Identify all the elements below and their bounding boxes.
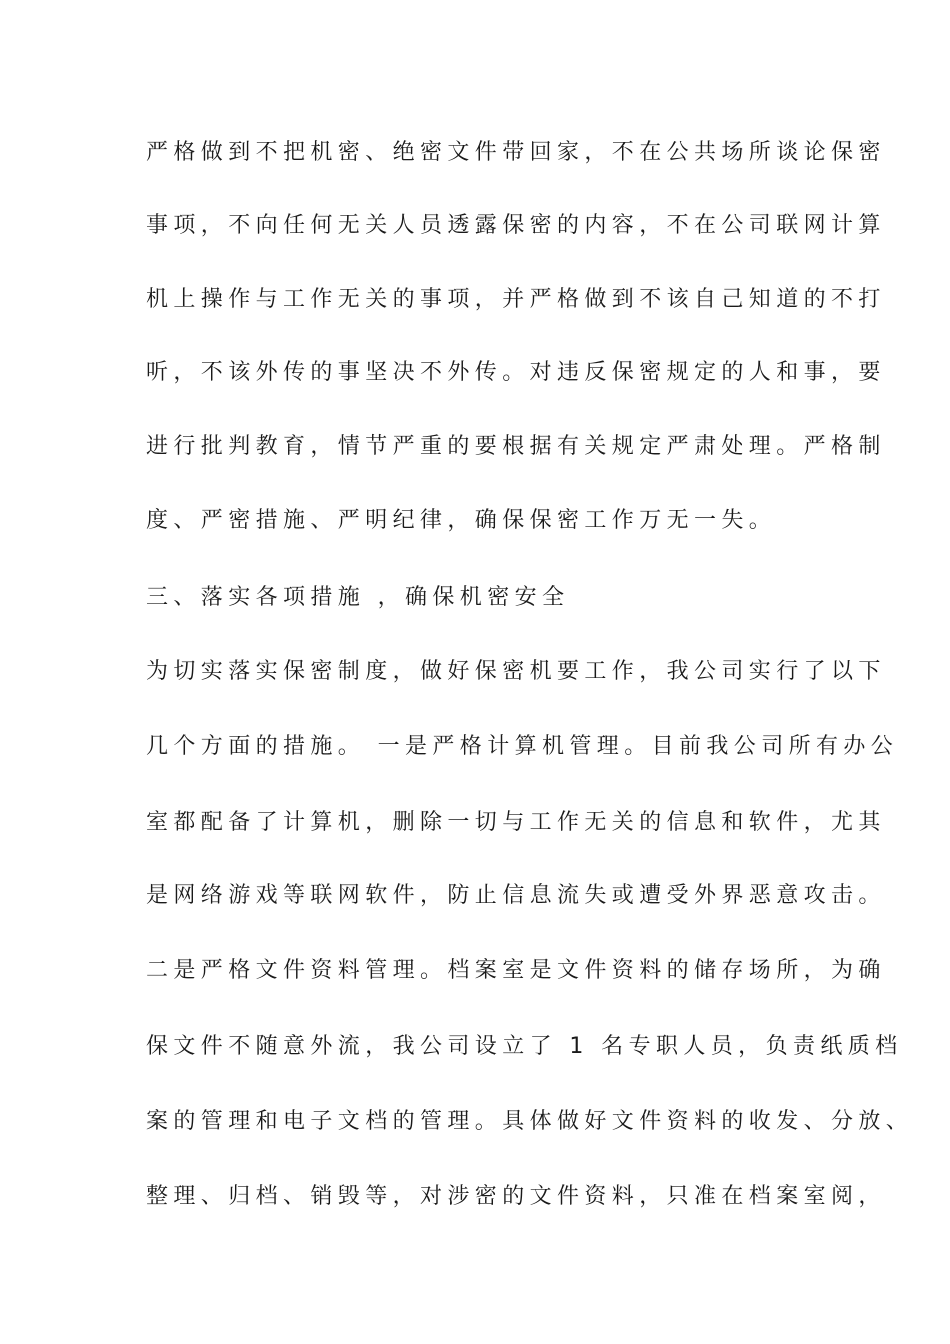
section-heading: 三、落实各项措施 ，确保机密安全 [146, 585, 570, 610]
text-line-1: 严格做到不把机密、绝密文件带回家，不在公共场所谈论保密 [146, 140, 886, 165]
text-line-13: 保文件不随意外流，我公司设立了 1 名专职人员，负责纸质档 [146, 1034, 903, 1059]
text-line-14: 案的管理和电子文档的管理。具体做好文件资料的收发、分放、 [146, 1109, 914, 1134]
text-line-6: 度、严密措施、严明纪律，确保保密工作万无一失。 [146, 508, 777, 533]
text-line-5: 进行批判教育，情节严重的要根据有关规定严肃处理。严格制 [146, 434, 886, 459]
text-line-11: 是网络游戏等联网软件，防止信息流失或遭受外界恶意攻击。 [146, 883, 886, 908]
text-line-12: 二是严格文件资料管理。档案室是文件资料的储存场所，为确 [146, 958, 886, 983]
text-line-10: 室都配备了计算机，删除一切与工作无关的信息和软件，尤其 [146, 810, 886, 835]
text-line-3: 机上操作与工作无关的事项，并严格做到不该自己知道的不打 [146, 287, 886, 312]
text-line-8: 为切实落实保密制度，做好保密机要工作，我公司实行了以下 [146, 659, 886, 684]
text-line-2: 事项，不向任何无关人员透露保密的内容，不在公司联网计算 [146, 213, 886, 238]
text-line-15: 整理、归档、销毁等，对涉密的文件资料，只准在档案室阅， [146, 1184, 886, 1209]
text-line-9: 几个方面的措施。 一是严格计算机管理。目前我公司所有办公 [146, 734, 899, 759]
text-line-4: 听，不该外传的事坚决不外传。对违反保密规定的人和事，要 [146, 360, 886, 385]
